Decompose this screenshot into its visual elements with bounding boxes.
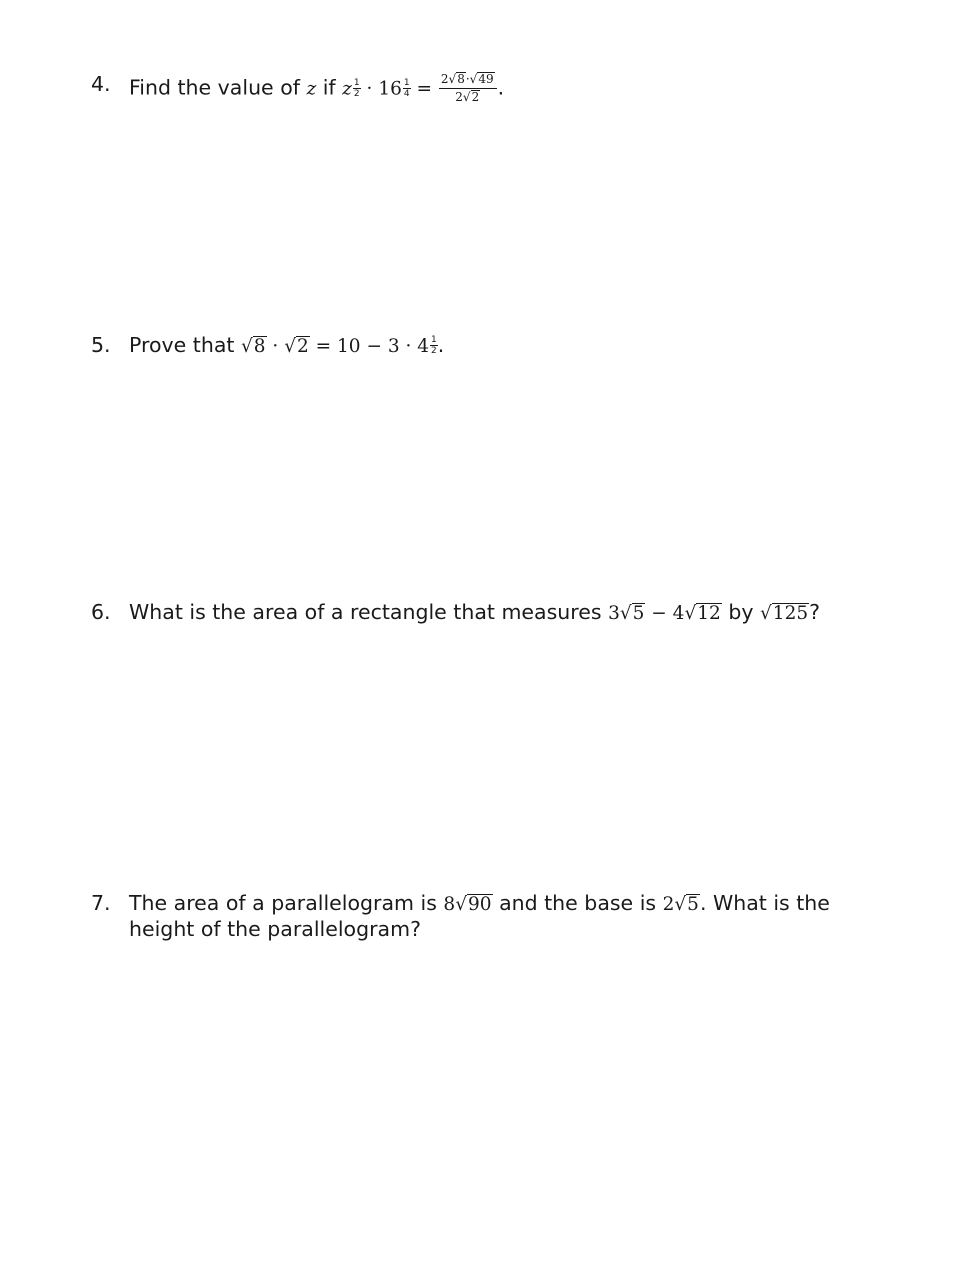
problem-number: 5. [91, 333, 111, 357]
sqrt-icon: √ [469, 72, 478, 86]
dot-operator: · [366, 78, 373, 100]
base-16: 16 [378, 78, 402, 100]
sqrt-icon: √ [455, 894, 467, 915]
exponent-fraction: $\frac{1}{4}$ [403, 77, 410, 99]
problem-number: 6. [91, 600, 111, 624]
fraction-denominator: 2√2 [455, 90, 480, 104]
sqrt-icon: √ [462, 90, 471, 104]
fraction [439, 72, 497, 105]
sqrt-icon: √ [674, 894, 687, 915]
sqrt-icon: √ [284, 336, 296, 357]
problem-text: Prove that √8 · √2 = 10 − 3 · 4 $\frac{1}{2}$ . [129, 333, 445, 357]
sqrt-icon: √ [760, 603, 772, 624]
problem-number: 4. [91, 72, 111, 96]
exponent-fraction: $\frac{1}{2}$ [353, 77, 360, 99]
sqrt-icon: √ [240, 336, 253, 357]
sqrt-icon: √ [619, 603, 632, 624]
problem-text [129, 891, 851, 942]
problem-text: What is the area of a rectangle that measures 3√5 − 4√12 by √125? [129, 600, 820, 624]
exponent-fraction: $\frac{1}{2}$ [431, 335, 437, 356]
sqrt-icon: √ [684, 603, 697, 624]
problem-text: Find the value of z if z $\frac{1}{2}$ · 16 $\frac{1}{4}$ = $\frac{2√8\cdot√49}{2√2}$ . [129, 72, 505, 104]
variable-z: z [342, 78, 352, 100]
problem-line-2: height of the parallelogram? [129, 917, 421, 941]
problem-number: 7. [91, 891, 111, 915]
equals-sign: = [416, 78, 433, 100]
fraction-numerator: 2√8·√49 [439, 72, 497, 89]
variable-z: z [306, 78, 317, 100]
sqrt-icon: √ [448, 72, 457, 86]
problem-line-1: The area of a parallelogram is 8√90 and the base is 2√5. What is the [129, 891, 830, 915]
